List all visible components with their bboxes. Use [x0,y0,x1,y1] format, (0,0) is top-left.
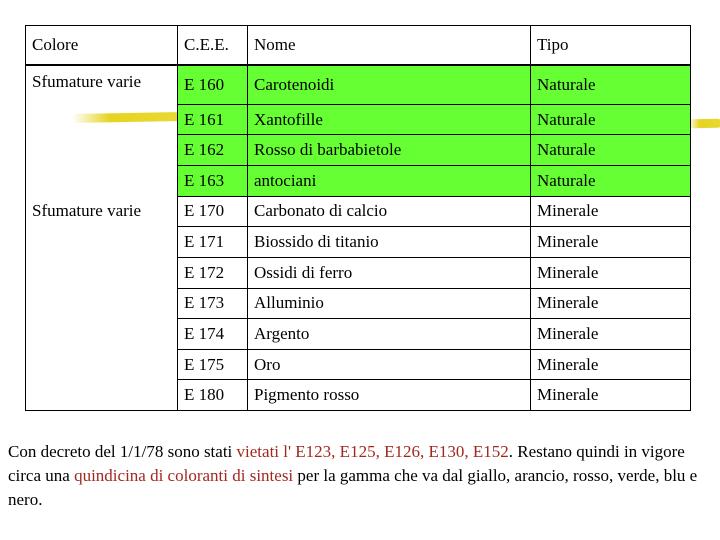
cell-name: Biossido di titanio [248,227,531,258]
table-row [26,65,691,104]
table-row [26,227,691,258]
header-tipo: Tipo [531,26,691,66]
cell-code: E 171 [178,227,248,258]
cell-type: Naturale [531,65,691,104]
cell-type: Minerale [531,288,691,319]
group-label-natural: Sfumature varie [26,65,178,104]
cell-type: Naturale [531,135,691,166]
header-colore: Colore [26,26,178,66]
cell-code: E 170 [178,196,248,227]
cell-name: Alluminio [248,288,531,319]
group-label-mineral: Sfumature varie [26,196,178,227]
cell-name: Xantofille [248,104,531,135]
yellow-brush-stroke-right [688,119,720,129]
cell-code: E 161 [178,104,248,135]
group-cell-empty [26,166,178,197]
table-row [26,196,691,227]
header-cee: C.E.E. [178,26,248,66]
cell-type: Minerale [531,227,691,258]
cell-name: Rosso di barbabietole [248,135,531,166]
group-cell-empty [26,135,178,166]
cell-name: Carotenoidi [248,65,531,104]
cell-code: E 160 [178,65,248,104]
cell-code: E 180 [178,380,248,411]
decree-note [8,440,713,512]
group-cell-empty [26,257,178,288]
group-cell-empty [26,288,178,319]
cell-type: Minerale [531,380,691,411]
cell-type: Minerale [531,319,691,350]
cell-name: Carbonato di calcio [248,196,531,227]
table-row [26,380,691,411]
table-row [26,166,691,197]
cell-type: Minerale [531,257,691,288]
table-row [26,319,691,350]
group-cell-empty [26,227,178,258]
note-text-2: . Restano quindi in vigore circa una [8,442,685,485]
cell-type: Minerale [531,349,691,380]
note-highlight-banned: vietati l' E123, E125, E126, E130, E152 [236,442,509,461]
table-row [26,288,691,319]
cell-code: E 163 [178,166,248,197]
table-row [26,349,691,380]
table-row [26,135,691,166]
cell-name: antociani [248,166,531,197]
cell-code: E 173 [178,288,248,319]
note-text-1: Con decreto del 1/1/78 sono stati [8,442,237,461]
note-text-3: per la gamma che va dal giallo, arancio, rosso, verde, blu e nero. [8,466,698,509]
cell-type: Naturale [531,104,691,135]
cell-name: Pigmento rosso [248,380,531,411]
cell-code: E 174 [178,319,248,350]
header-nome: Nome [248,26,531,66]
table-header-row [26,26,691,66]
group-cell-empty [26,319,178,350]
table-row [26,104,691,135]
cell-code: E 172 [178,257,248,288]
group-cell-empty [26,349,178,380]
cell-code: E 175 [178,349,248,380]
cell-name: Oro [248,349,531,380]
cell-name: Ossidi di ferro [248,257,531,288]
table-row [26,257,691,288]
cell-code: E 162 [178,135,248,166]
cell-type: Naturale [531,166,691,197]
group-cell-empty [26,104,178,135]
additives-table [25,25,691,411]
cell-name: Argento [248,319,531,350]
group-cell-empty [26,380,178,411]
note-highlight-synthetic: quindicina di coloranti di sintesi [74,466,294,485]
cell-type: Minerale [531,196,691,227]
